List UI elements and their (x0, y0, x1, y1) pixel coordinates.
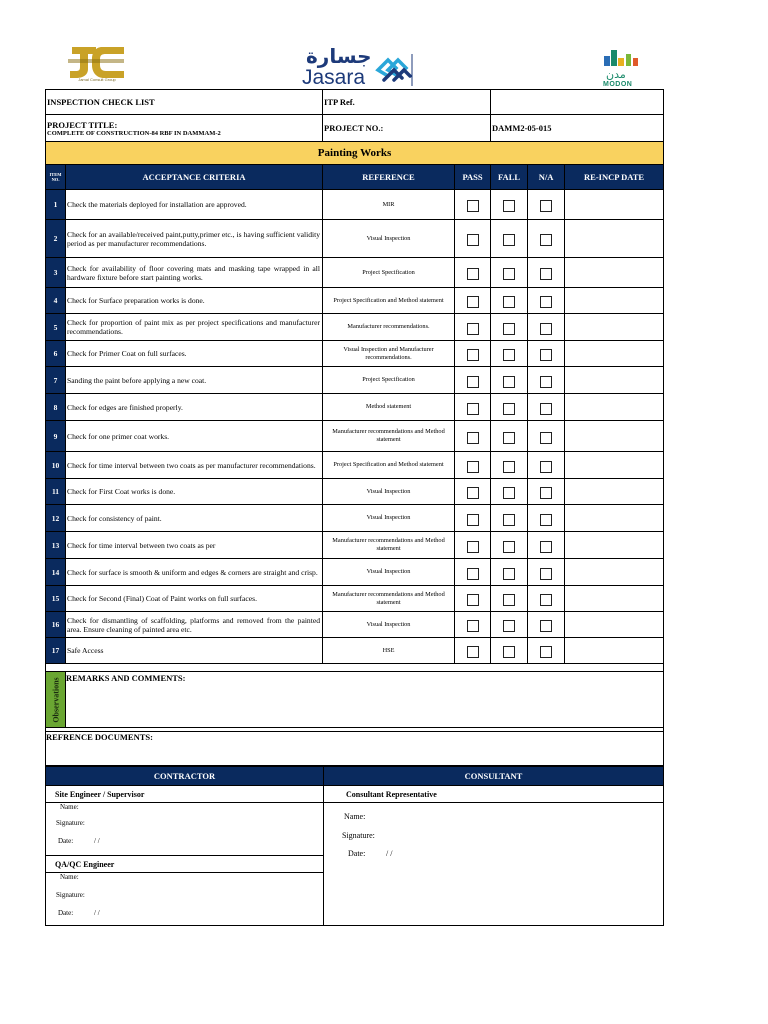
fail-checkbox[interactable] (503, 296, 515, 308)
pass-checkbox[interactable] (467, 620, 479, 632)
project-title-cell (46, 115, 323, 142)
na-checkbox[interactable] (540, 620, 552, 632)
item-reference: Method statement (323, 394, 455, 421)
itp-ref-value[interactable] (491, 90, 664, 115)
pass-checkbox[interactable] (467, 487, 479, 499)
signature-label: Signature: (342, 831, 375, 840)
name-label: Name: (60, 803, 79, 811)
modon-mark-icon (600, 46, 646, 68)
reincp-date-cell[interactable] (565, 532, 664, 559)
item-reference: Project Specification and Method statement (323, 452, 455, 479)
na-checkbox[interactable] (540, 487, 552, 499)
table-row (46, 314, 664, 341)
item-criteria: Check for surface is smooth & uniform and edges & corners are straight and crisp. (66, 559, 323, 586)
modon-arabic-text: مدن (606, 68, 626, 81)
item-number: 1 (46, 190, 66, 220)
reincp-date-cell[interactable] (565, 586, 664, 612)
project-title-label: PROJECT TITLE: (47, 119, 118, 130)
table-row (46, 452, 664, 479)
pass-checkbox[interactable] (467, 432, 479, 444)
modon-english-text: MODON (603, 81, 633, 88)
item-number: 3 (46, 258, 66, 288)
reincp-date-cell[interactable] (565, 288, 664, 314)
reincp-date-cell[interactable] (565, 479, 664, 505)
table-row (46, 586, 664, 612)
item-reference: Visual Inspection (323, 559, 455, 586)
item-number: 13 (46, 532, 66, 559)
qaqc-engineer-label: QA/QC Engineer (46, 856, 324, 873)
table-row (46, 288, 664, 314)
item-criteria: Sanding the paint before applying a new coat. (66, 367, 323, 394)
project-no-value: DAMM2-05-015 (491, 115, 664, 142)
na-checkbox[interactable] (540, 234, 552, 246)
consultant-signature-block[interactable] (324, 803, 664, 926)
contractor-header: CONTRACTOR (46, 767, 324, 786)
site-engineer-signature-block[interactable] (46, 803, 324, 856)
pass-checkbox[interactable] (467, 323, 479, 335)
checklist-label: INSPECTION CHECK LIST (46, 90, 323, 115)
pass-checkbox[interactable] (467, 200, 479, 212)
na-checkbox[interactable] (540, 514, 552, 526)
signoff-table (45, 766, 664, 926)
item-reference: Visual Inspection (323, 220, 455, 258)
na-checkbox[interactable] (540, 568, 552, 580)
fail-checkbox[interactable] (503, 349, 515, 361)
fail-checkbox[interactable] (503, 376, 515, 388)
item-reference: Manufacturer recommendations and Method statement (323, 586, 455, 612)
na-checkbox[interactable] (540, 646, 552, 658)
reincp-date-cell[interactable] (565, 394, 664, 421)
pass-checkbox[interactable] (467, 403, 479, 415)
fail-checkbox[interactable] (503, 234, 515, 246)
reincp-date-cell[interactable] (565, 220, 664, 258)
project-no-label: PROJECT NO.: (323, 115, 491, 142)
fail-checkbox[interactable] (503, 541, 515, 553)
na-checkbox[interactable] (540, 403, 552, 415)
na-checkbox[interactable] (540, 376, 552, 388)
item-number: 15 (46, 586, 66, 612)
remarks-comments-field[interactable] (66, 672, 664, 728)
item-criteria: Check for availability of floor covering mats and masking tape wrapped in all hardware fixture before start painting works. (66, 258, 323, 288)
fail-checkbox[interactable] (503, 620, 515, 632)
item-criteria: Check for one primer coat works. (66, 421, 323, 452)
item-criteria: Check for First Coat works is done. (66, 479, 323, 505)
col-criteria: ACCEPTANCE CRITERIA (66, 165, 323, 190)
pass-checkbox[interactable] (467, 541, 479, 553)
fail-checkbox[interactable] (503, 646, 515, 658)
consultant-rep-label: Consultant Representative (324, 786, 664, 803)
table-row (46, 220, 664, 258)
reincp-date-cell[interactable] (565, 341, 664, 367)
item-number: 6 (46, 341, 66, 367)
pass-checkbox[interactable] (467, 646, 479, 658)
modon-logo (600, 46, 646, 90)
item-reference: Visual Inspection (323, 612, 455, 638)
table-row (46, 479, 664, 505)
jasara-logo (300, 44, 418, 89)
item-reference: Project Specification (323, 258, 455, 288)
reincp-date-cell[interactable] (565, 367, 664, 394)
fail-checkbox[interactable] (503, 487, 515, 499)
col-reference: REFERENCE (323, 165, 455, 190)
pass-checkbox[interactable] (467, 376, 479, 388)
inspection-form (45, 89, 663, 926)
fail-checkbox[interactable] (503, 268, 515, 280)
item-number: 10 (46, 452, 66, 479)
na-checkbox[interactable] (540, 594, 552, 606)
pass-checkbox[interactable] (467, 234, 479, 246)
pass-checkbox[interactable] (467, 514, 479, 526)
table-row (46, 341, 664, 367)
reincp-date-cell[interactable] (565, 258, 664, 288)
checklist-table (45, 89, 664, 766)
reincp-date-cell[interactable] (565, 190, 664, 220)
reincp-date-cell[interactable] (565, 638, 664, 664)
col-reincp-date: RE-INCP DATE (565, 165, 664, 190)
reincp-date-cell[interactable] (565, 314, 664, 341)
pass-checkbox[interactable] (467, 568, 479, 580)
signature-label: Signature: (56, 819, 85, 827)
table-row (46, 559, 664, 586)
item-reference: Visual Inspection (323, 479, 455, 505)
col-item-no: ITEM NO. (46, 165, 66, 190)
item-number: 4 (46, 288, 66, 314)
table-row (46, 532, 664, 559)
na-checkbox[interactable] (540, 296, 552, 308)
jc-group-logo (66, 45, 128, 89)
item-criteria: Check for Second (Final) Coat of Paint works on full surfaces. (66, 586, 323, 612)
table-row (46, 421, 664, 452)
fail-checkbox[interactable] (503, 432, 515, 444)
jasara-mark-icon (374, 52, 414, 88)
item-criteria: Check for Primer Coat on full surfaces. (66, 341, 323, 367)
item-criteria: Check for proportion of paint mix as per project specifications and manufacturer recommendations. (66, 314, 323, 341)
col-pass: PASS (455, 165, 491, 190)
na-checkbox[interactable] (540, 461, 552, 473)
table-row (46, 190, 664, 220)
item-criteria: Check for Surface preparation works is done. (66, 288, 323, 314)
date-placeholder: / / (386, 849, 393, 858)
item-number: 8 (46, 394, 66, 421)
name-label: Name: (60, 873, 79, 881)
item-number: 2 (46, 220, 66, 258)
item-reference: Visual Inspection and Manufacturer recommendations. (323, 341, 455, 367)
na-checkbox[interactable] (540, 200, 552, 212)
reincp-date-cell[interactable] (565, 505, 664, 532)
item-reference: Manufacturer recommendations and Method statement (323, 532, 455, 559)
na-checkbox[interactable] (540, 349, 552, 361)
reference-documents-label: REFRENCE DOCUMENTS: (46, 732, 153, 742)
section-title: Painting Works (46, 142, 664, 165)
item-criteria: Check for consistency of paint. (66, 505, 323, 532)
table-row (46, 394, 664, 421)
item-number: 11 (46, 479, 66, 505)
item-number: 9 (46, 421, 66, 452)
date-label: Date: (58, 837, 74, 845)
site-engineer-label: Site Engineer / Supervisor (46, 786, 324, 803)
item-criteria: Check for an available/received paint,putty,primer etc., is having sufficient validity period as per manufacturer recommendations. (66, 220, 323, 258)
item-criteria: Check for edges are finished properly. (66, 394, 323, 421)
item-reference: Manufacturer recommendations and Method statement (323, 421, 455, 452)
project-title-value: COMPLETE OF CONSTRUCTION-84 RBF IN DAMMAM-2 (47, 129, 221, 137)
item-reference: HSE (323, 638, 455, 664)
date-label: Date: (348, 849, 366, 858)
pass-checkbox[interactable] (467, 349, 479, 361)
item-reference: Project Specification (323, 367, 455, 394)
pass-checkbox[interactable] (467, 594, 479, 606)
consultant-header: CONSULTANT (324, 767, 664, 786)
date-label: Date: (58, 909, 74, 917)
itp-ref-label: ITP Ref. (323, 90, 491, 115)
item-number: 17 (46, 638, 66, 664)
jc-monogram-icon (66, 45, 128, 79)
qaqc-signature-block[interactable] (46, 873, 324, 926)
item-reference: Visual Inspection (323, 505, 455, 532)
fail-checkbox[interactable] (503, 200, 515, 212)
reference-documents-field[interactable] (46, 732, 664, 766)
item-number: 5 (46, 314, 66, 341)
item-number: 12 (46, 505, 66, 532)
item-number: 7 (46, 367, 66, 394)
reincp-date-cell[interactable] (565, 421, 664, 452)
col-fail: FALL (491, 165, 528, 190)
table-row (46, 638, 664, 664)
observations-side-label: Observations (46, 672, 66, 728)
item-reference: Manufacturer recommendations. (323, 314, 455, 341)
date-placeholder: / / (94, 837, 100, 845)
item-criteria: Check for dismantling of scaffolding, platforms and removed from the painted area. Ensure cleaning of painted area etc. (66, 612, 323, 638)
item-number: 16 (46, 612, 66, 638)
jc-caption: Jamal Consult Group (78, 77, 116, 82)
reincp-date-cell[interactable] (565, 452, 664, 479)
fail-checkbox[interactable] (503, 594, 515, 606)
na-checkbox[interactable] (540, 268, 552, 280)
fail-checkbox[interactable] (503, 461, 515, 473)
item-criteria: Safe Access (66, 638, 323, 664)
jasara-english-text: Jasara (302, 66, 366, 89)
table-row (46, 505, 664, 532)
fail-checkbox[interactable] (503, 514, 515, 526)
item-criteria: Check the materials deployed for installation are approved. (66, 190, 323, 220)
item-reference: MIR (323, 190, 455, 220)
pass-checkbox[interactable] (467, 268, 479, 280)
reincp-date-cell[interactable] (565, 612, 664, 638)
date-placeholder: / / (94, 909, 100, 917)
fail-checkbox[interactable] (503, 323, 515, 335)
fail-checkbox[interactable] (503, 568, 515, 580)
item-number: 14 (46, 559, 66, 586)
remarks-label: REMARKS AND COMMENTS: (66, 673, 186, 683)
na-checkbox[interactable] (540, 432, 552, 444)
item-reference: Project Specification and Method statement (323, 288, 455, 314)
na-checkbox[interactable] (540, 323, 552, 335)
na-checkbox[interactable] (540, 541, 552, 553)
table-row (46, 367, 664, 394)
signature-label: Signature: (56, 891, 85, 899)
fail-checkbox[interactable] (503, 403, 515, 415)
jasara-arabic-text: جسارة (306, 44, 372, 68)
item-criteria: Check for time interval between two coats as per (66, 532, 323, 559)
reincp-date-cell[interactable] (565, 559, 664, 586)
table-row (46, 258, 664, 288)
item-criteria: Check for time interval between two coats as per manufacturer recommendations. (66, 452, 323, 479)
pass-checkbox[interactable] (467, 296, 479, 308)
pass-checkbox[interactable] (467, 461, 479, 473)
col-na: N/A (528, 165, 565, 190)
name-label: Name: (344, 812, 366, 821)
table-row (46, 612, 664, 638)
